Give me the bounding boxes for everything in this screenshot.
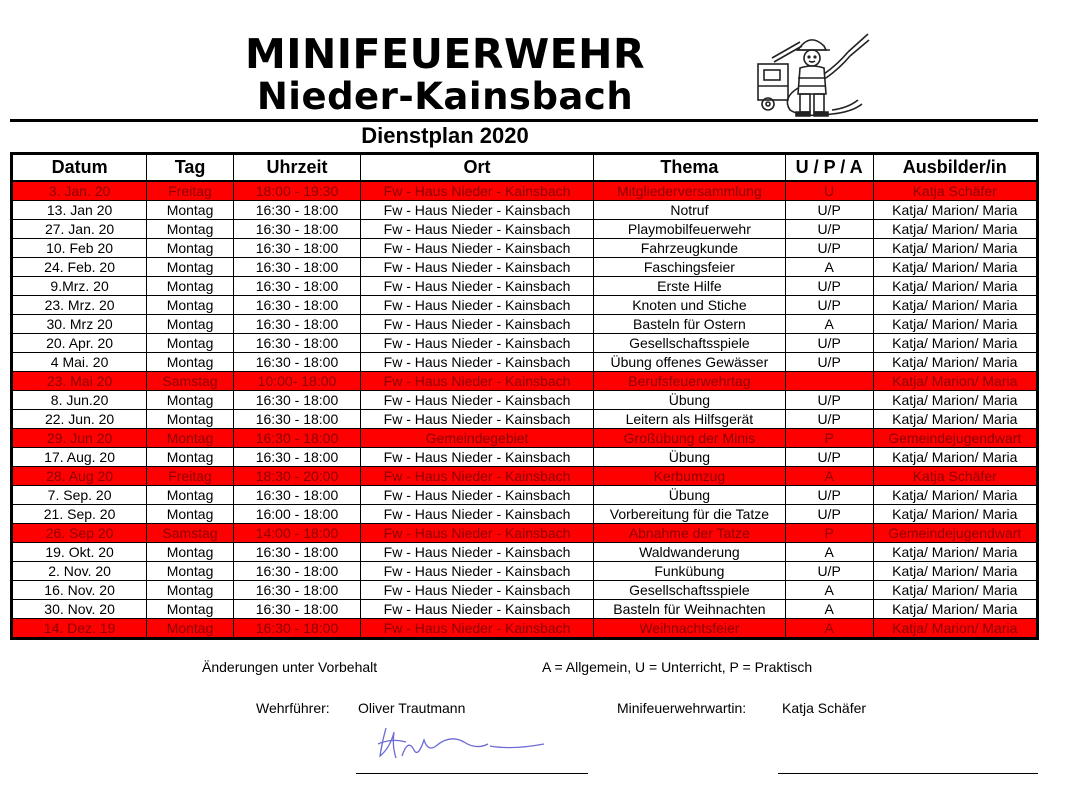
column-header-ort: Ort (361, 154, 594, 182)
cell-ort: Fw - Haus Nieder - Kainsbach (361, 543, 594, 562)
table-row (12, 315, 1038, 334)
cell-upa: U/P (785, 353, 873, 372)
cell-ort: Fw - Haus Nieder - Kainsbach (361, 562, 594, 581)
cell-datum: 8. Jun.20 (12, 391, 147, 410)
cell-tag: Montag (147, 619, 234, 639)
cell-thema: Basteln für Weihnachten (594, 600, 786, 619)
cell-uhrzeit: 16:30 - 18:00 (233, 201, 360, 220)
cell-ausbilder: Katja/ Marion/ Maria (873, 505, 1038, 524)
cell-ausbilder: Katja/ Marion/ Maria (873, 410, 1038, 429)
cell-ausbilder: Katja/ Marion/ Maria (873, 239, 1038, 258)
cell-tag: Montag (147, 410, 234, 429)
cell-upa: U/P (785, 391, 873, 410)
cell-tag: Montag (147, 258, 234, 277)
cell-thema: Großübung der Minis (594, 429, 786, 448)
cell-ort: Fw - Haus Nieder - Kainsbach (361, 410, 594, 429)
cell-ausbilder: Katja Schäfer (873, 467, 1038, 486)
cell-thema: Kerbumzug (594, 467, 786, 486)
cell-uhrzeit: 16:30 - 18:00 (233, 562, 360, 581)
cell-tag: Montag (147, 581, 234, 600)
cell-thema: Übung (594, 486, 786, 505)
table-row (12, 296, 1038, 315)
table-row (12, 429, 1038, 448)
cell-thema: Übung (594, 391, 786, 410)
table-row (12, 258, 1038, 277)
cell-ort: Fw - Haus Nieder - Kainsbach (361, 372, 594, 391)
cell-datum: 10. Feb 20 (12, 239, 147, 258)
cell-upa: P (785, 429, 873, 448)
leader-label: Wehrführer: (256, 700, 330, 716)
cell-ausbilder: Katja/ Marion/ Maria (873, 372, 1038, 391)
cell-ort: Fw - Haus Nieder - Kainsbach (361, 334, 594, 353)
table-row (12, 467, 1038, 486)
cell-uhrzeit: 16:30 - 18:00 (233, 581, 360, 600)
cell-thema: Mitgliederversammlung (594, 181, 786, 201)
cell-ausbilder: Katja/ Marion/ Maria (873, 600, 1038, 619)
cell-thema: Notruf (594, 201, 786, 220)
table-row (12, 524, 1038, 543)
cell-tag: Montag (147, 296, 234, 315)
cell-datum: 9.Mrz. 20 (12, 277, 147, 296)
column-header-thema: Thema (594, 154, 786, 182)
cell-datum: 2. Nov. 20 (12, 562, 147, 581)
table-header-row (12, 154, 1038, 182)
legend-note: A = Allgemein, U = Unterricht, P = Praktisch (542, 659, 813, 675)
cell-upa: A (785, 258, 873, 277)
cell-ort: Fw - Haus Nieder - Kainsbach (361, 619, 594, 639)
cell-upa: U/P (785, 410, 873, 429)
cell-datum: 24. Feb. 20 (12, 258, 147, 277)
warden-name: Katja Schäfer (782, 700, 867, 716)
table-row (12, 600, 1038, 619)
cell-ausbilder: Gemeindejugendwart (873, 524, 1038, 543)
cell-datum: 13. Jan 20 (12, 201, 147, 220)
cell-datum: 30. Mrz 20 (12, 315, 147, 334)
cell-datum: 7. Sep. 20 (12, 486, 147, 505)
cell-tag: Montag (147, 239, 234, 258)
table-row (12, 372, 1038, 391)
cell-uhrzeit: 16:30 - 18:00 (233, 334, 360, 353)
cell-upa: U/P (785, 239, 873, 258)
cell-tag: Montag (147, 505, 234, 524)
cell-ort: Fw - Haus Nieder - Kainsbach (361, 277, 594, 296)
cell-upa: U (785, 181, 873, 201)
cell-thema: Leitern als Hilfsgerät (594, 410, 786, 429)
cell-upa: A (785, 315, 873, 334)
cell-thema: Waldwanderung (594, 543, 786, 562)
cell-thema: Fahrzeugkunde (594, 239, 786, 258)
cell-thema: Faschingsfeier (594, 258, 786, 277)
cell-ausbilder: Gemeindejugendwart (873, 429, 1038, 448)
column-header-uhrzeit: Uhrzeit (233, 154, 360, 182)
cell-thema: Gesellschaftsspiele (594, 581, 786, 600)
header-divider (10, 119, 1038, 122)
cell-ort: Fw - Haus Nieder - Kainsbach (361, 258, 594, 277)
cell-ort: Fw - Haus Nieder - Kainsbach (361, 391, 594, 410)
cell-uhrzeit: 16:30 - 18:00 (233, 448, 360, 467)
cell-uhrzeit: 16:00 - 18:00 (233, 505, 360, 524)
leader-name: Oliver Trautmann (358, 700, 466, 716)
schedule-table (10, 152, 1039, 640)
cell-tag: Samstag (147, 524, 234, 543)
cell-datum: 23. Mai 20 (12, 372, 147, 391)
table-row (12, 486, 1038, 505)
handwritten-signature-icon (372, 720, 552, 765)
cell-ausbilder: Katja/ Marion/ Maria (873, 353, 1038, 372)
cell-datum: 23. Mrz. 20 (12, 296, 147, 315)
cell-ausbilder: Katja/ Marion/ Maria (873, 581, 1038, 600)
cell-tag: Montag (147, 600, 234, 619)
cell-uhrzeit: 16:30 - 18:00 (233, 486, 360, 505)
cell-tag: Montag (147, 277, 234, 296)
cell-ort: Fw - Haus Nieder - Kainsbach (361, 581, 594, 600)
table-row (12, 391, 1038, 410)
cell-uhrzeit: 16:30 - 18:00 (233, 410, 360, 429)
cell-uhrzeit: 14:00 - 18:00 (233, 524, 360, 543)
cell-tag: Freitag (147, 467, 234, 486)
cell-tag: Montag (147, 220, 234, 239)
cell-tag: Samstag (147, 372, 234, 391)
cell-thema: Erste Hilfe (594, 277, 786, 296)
cell-upa: P (785, 524, 873, 543)
cell-upa: U/P (785, 277, 873, 296)
cell-tag: Montag (147, 562, 234, 581)
cell-thema: Basteln für Ostern (594, 315, 786, 334)
cell-uhrzeit: 16:30 - 18:00 (233, 600, 360, 619)
cell-ausbilder: Katja/ Marion/ Maria (873, 315, 1038, 334)
cell-thema: Übung (594, 448, 786, 467)
column-header-tag: Tag (147, 154, 234, 182)
leader-signature-line (356, 773, 588, 774)
cell-thema: Weihnachtsfeier (594, 619, 786, 639)
cell-upa (785, 372, 873, 391)
cell-ort: Fw - Haus Nieder - Kainsbach (361, 524, 594, 543)
cell-ausbilder: Katja/ Marion/ Maria (873, 448, 1038, 467)
cell-ausbilder: Katja/ Marion/ Maria (873, 543, 1038, 562)
cell-datum: 14. Dez. 19 (12, 619, 147, 639)
cell-datum: 20. Apr. 20 (12, 334, 147, 353)
cell-tag: Montag (147, 391, 234, 410)
cell-thema: Playmobilfeuerwehr (594, 220, 786, 239)
cell-ort: Fw - Haus Nieder - Kainsbach (361, 220, 594, 239)
cell-ausbilder: Katja/ Marion/ Maria (873, 220, 1038, 239)
cell-upa: A (785, 600, 873, 619)
cell-ausbilder: Katja/ Marion/ Maria (873, 562, 1038, 581)
cell-uhrzeit: 16:30 - 18:00 (233, 353, 360, 372)
cell-ort: Fw - Haus Nieder - Kainsbach (361, 181, 594, 201)
cell-thema: Vorbereitung für die Tatze (594, 505, 786, 524)
cell-uhrzeit: 16:30 - 18:00 (233, 277, 360, 296)
cell-datum: 21. Sep. 20 (12, 505, 147, 524)
table-row (12, 220, 1038, 239)
cell-datum: 4 Mai. 20 (12, 353, 147, 372)
cell-upa: U/P (785, 486, 873, 505)
column-header-upa: U / P / A (785, 154, 873, 182)
cell-ort: Fw - Haus Nieder - Kainsbach (361, 315, 594, 334)
cell-upa: A (785, 619, 873, 639)
cell-datum: 27. Jan. 20 (12, 220, 147, 239)
firefighter-cartoon-icon (752, 28, 870, 120)
cell-tag: Montag (147, 201, 234, 220)
cell-tag: Montag (147, 334, 234, 353)
cell-datum: 26. Sep 20 (12, 524, 147, 543)
cell-tag: Montag (147, 315, 234, 334)
cell-ort: Fw - Haus Nieder - Kainsbach (361, 201, 594, 220)
cell-thema: Abnahme der Tatze (594, 524, 786, 543)
cell-ort: Gemeindegebiet (361, 429, 594, 448)
cell-tag: Montag (147, 486, 234, 505)
cell-uhrzeit: 18:30 - 20:00 (233, 467, 360, 486)
table-row (12, 334, 1038, 353)
cell-uhrzeit: 16:30 - 18:00 (233, 220, 360, 239)
cell-uhrzeit: 16:30 - 18:00 (233, 391, 360, 410)
cell-upa: U/P (785, 448, 873, 467)
cell-datum: 19. Okt. 20 (12, 543, 147, 562)
cell-datum: 16. Nov. 20 (12, 581, 147, 600)
cell-uhrzeit: 16:30 - 18:00 (233, 239, 360, 258)
table-body (12, 181, 1038, 639)
cell-uhrzeit: 16:30 - 18:00 (233, 543, 360, 562)
cell-uhrzeit: 18:00 - 19:30 (233, 181, 360, 201)
cell-upa: U/P (785, 562, 873, 581)
table-row (12, 562, 1038, 581)
cell-uhrzeit: 16:30 - 18:00 (233, 315, 360, 334)
cell-uhrzeit: 10:00- 18:00 (233, 372, 360, 391)
cell-upa: A (785, 467, 873, 486)
cell-tag: Freitag (147, 181, 234, 201)
cell-ausbilder: Katja/ Marion/ Maria (873, 258, 1038, 277)
cell-ort: Fw - Haus Nieder - Kainsbach (361, 486, 594, 505)
table-row (12, 448, 1038, 467)
cell-uhrzeit: 16:30 - 18:00 (233, 258, 360, 277)
cell-upa: U/P (785, 201, 873, 220)
cell-upa: A (785, 543, 873, 562)
cell-datum: 17. Aug. 20 (12, 448, 147, 467)
table-row (12, 201, 1038, 220)
table-row (12, 505, 1038, 524)
table-row (12, 410, 1038, 429)
cell-ort: Fw - Haus Nieder - Kainsbach (361, 353, 594, 372)
table-row (12, 277, 1038, 296)
table-row (12, 239, 1038, 258)
cell-uhrzeit: 16:30 - 18:00 (233, 429, 360, 448)
cell-tag: Montag (147, 429, 234, 448)
cell-thema: Funkübung (594, 562, 786, 581)
table-row (12, 353, 1038, 372)
cell-ausbilder: Katja/ Marion/ Maria (873, 201, 1038, 220)
table-row (12, 181, 1038, 201)
cell-ausbilder: Katja/ Marion/ Maria (873, 334, 1038, 353)
title-location: Nieder-Kainsbach (256, 75, 634, 118)
cell-datum: 22. Jun. 20 (12, 410, 147, 429)
page-subtitle: Dienstplan 2020 (361, 123, 529, 148)
cell-ort: Fw - Haus Nieder - Kainsbach (361, 448, 594, 467)
cell-datum: 3. Jan. 20 (12, 181, 147, 201)
cell-thema: Knoten und Stiche (594, 296, 786, 315)
cell-ausbilder: Katja/ Marion/ Maria (873, 486, 1038, 505)
column-header-datum: Datum (12, 154, 147, 182)
cell-ort: Fw - Haus Nieder - Kainsbach (361, 239, 594, 258)
cell-datum: 29. Jun 20 (12, 429, 147, 448)
cell-ort: Fw - Haus Nieder - Kainsbach (361, 296, 594, 315)
cell-thema: Übung offenes Gewässer (594, 353, 786, 372)
cell-ausbilder: Katja/ Marion/ Maria (873, 277, 1038, 296)
cell-ausbilder: Katja/ Marion/ Maria (873, 391, 1038, 410)
cell-tag: Montag (147, 543, 234, 562)
cell-uhrzeit: 16:30 - 18:00 (233, 619, 360, 639)
cell-tag: Montag (147, 353, 234, 372)
cell-uhrzeit: 16:30 - 18:00 (233, 296, 360, 315)
cell-ort: Fw - Haus Nieder - Kainsbach (361, 600, 594, 619)
cell-ausbilder: Katja/ Marion/ Maria (873, 296, 1038, 315)
cell-tag: Montag (147, 448, 234, 467)
cell-upa: U/P (785, 220, 873, 239)
cell-datum: 30. Nov. 20 (12, 600, 147, 619)
cell-datum: 28. Aug 20 (12, 467, 147, 486)
cell-ausbilder: Katja/ Marion/ Maria (873, 619, 1038, 639)
warden-label: Minifeuerwehrwartin: (617, 700, 747, 716)
warden-signature-line (778, 773, 1038, 774)
cell-ort: Fw - Haus Nieder - Kainsbach (361, 505, 594, 524)
column-header-ausbilder: Ausbilder/in (873, 154, 1038, 182)
table-row (12, 619, 1038, 639)
cell-upa: A (785, 581, 873, 600)
disclaimer-note: Änderungen unter Vorbehalt (202, 659, 378, 675)
table-row (12, 581, 1038, 600)
cell-ausbilder: Katja Schäfer (873, 181, 1038, 201)
cell-thema: Gesellschaftsspiele (594, 334, 786, 353)
title-minifeuerwehr: MINIFEUERWEHR (244, 30, 646, 78)
cell-upa: U/P (785, 296, 873, 315)
cell-upa: U/P (785, 505, 873, 524)
cell-ort: Fw - Haus Nieder - Kainsbach (361, 467, 594, 486)
table-row (12, 543, 1038, 562)
cell-upa: U/P (785, 334, 873, 353)
cell-thema: Berufsfeuerwehrtag (594, 372, 786, 391)
